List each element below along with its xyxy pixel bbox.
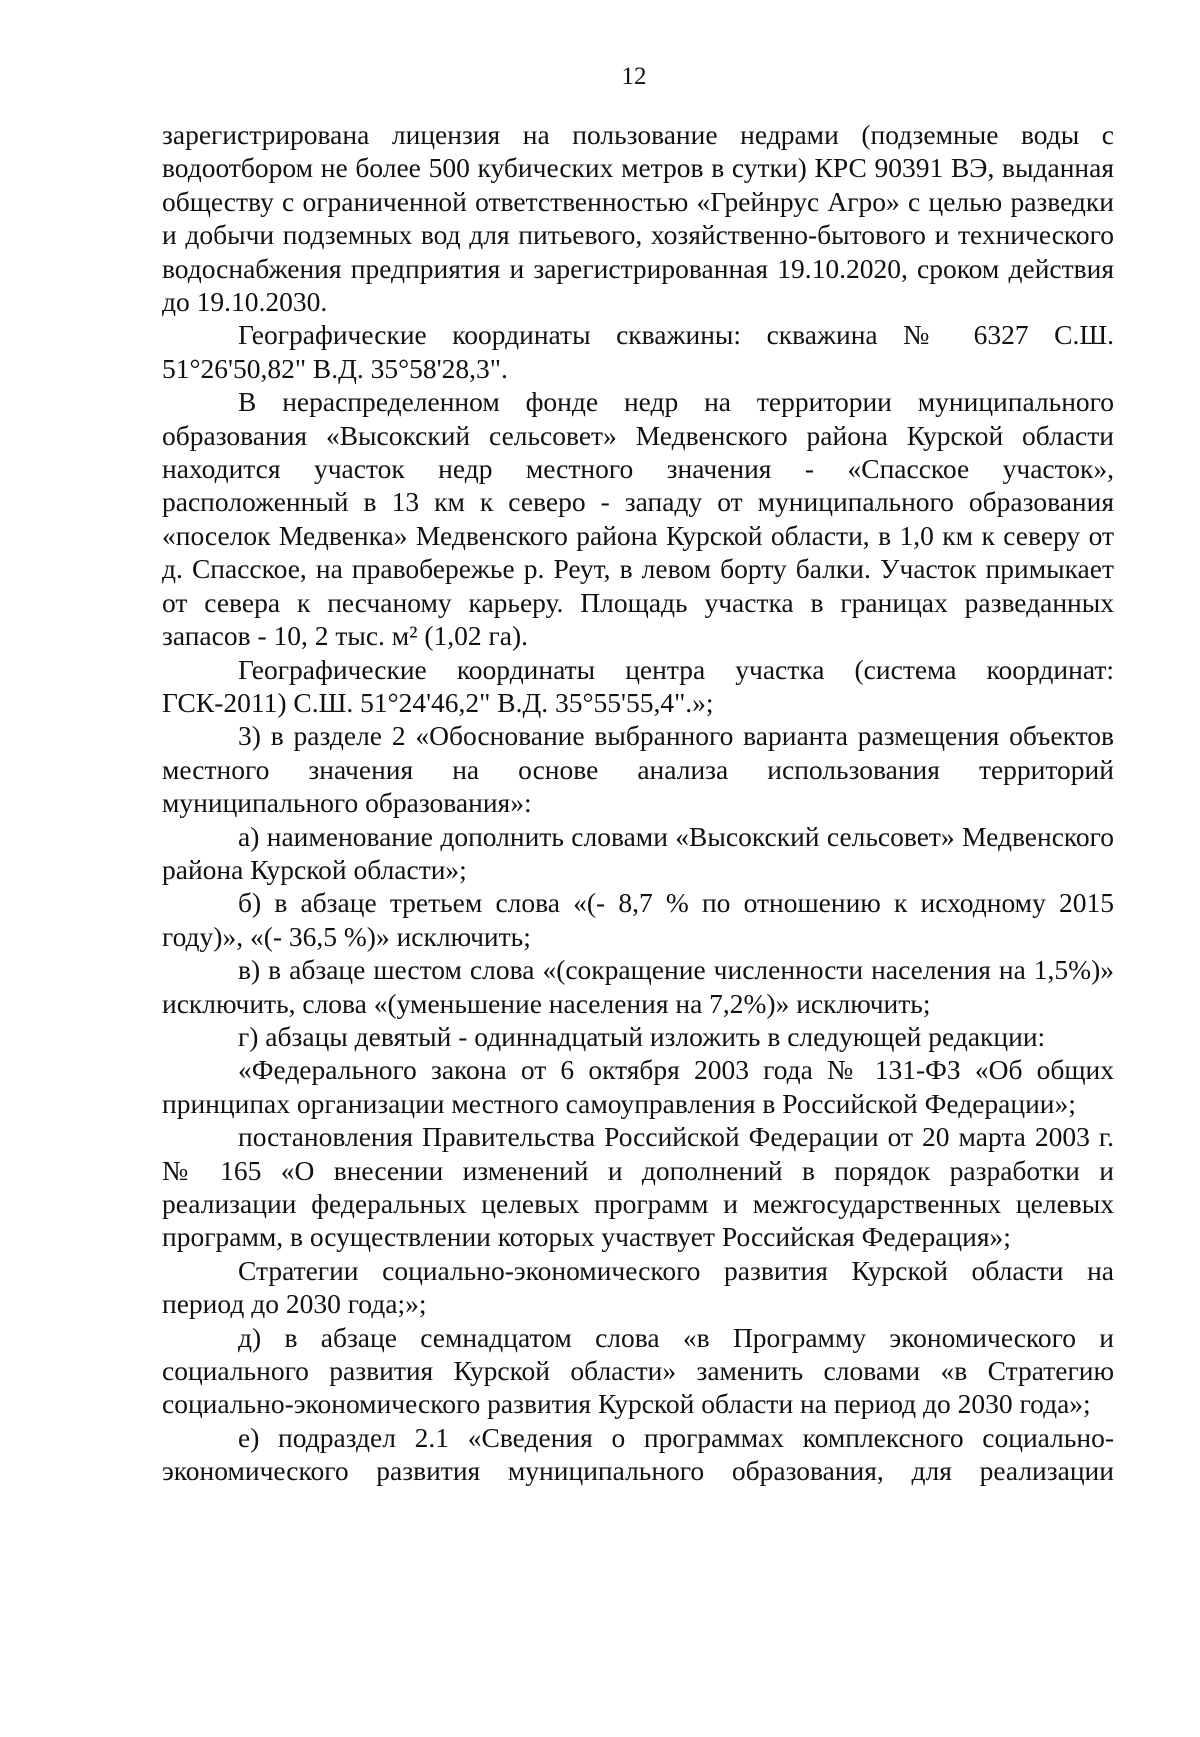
page-number: 12	[621, 63, 647, 90]
paragraph-site-center-coordinates: Географические координаты центра участка (система координат: ГСК-2011) С.Ш. 51°24'46,2" В.Д. 35°55'55,4".»;	[162, 653, 1114, 718]
paragraph-item-3: 3) в разделе 2 «Обоснование выбранного варианта размещения объектов местного значения на основе анализа использования территорий муниципального образования»:	[162, 720, 1114, 819]
paragraph-item-a: а) наименование дополнить словами «Высокский сельсовет» Медвенского района Курской области»;	[162, 820, 1114, 885]
paragraph-spasskoe-site: В нераспределенном фонде недр на территории муниципального образования «Высокский сельсовет» Медвенского района Курской области находится участок недр местного значения - «Спасское участок», расположенный в 13 км к северо - западу от муниципального образования «поселок Медвенка» Медвенского района Курской области, в 1,0 км к северу от д. Спасское, на правобережье р. Реут, в левом борту балки. Участок примыкает от севера к песчаному карьеру. Площадь участка в границах разведанных запасов - 10, 2 тыс. м² (1,02 га).	[162, 386, 1114, 652]
paragraph-license-registration: зарегистрирована лицензия на пользование недрами (подземные воды с водоотбором не более 500 кубических метров в сутки) КРС 90391 ВЭ, выданная обществу с ограниченной ответственностью «Грейнрус Агро» с целью разведки и добычи подземных вод для питьевого, хозяйственно-бытового и технического водоснабжения предприятия и зарегистрированная 19.10.2020, сроком действия до 19.10.2030.	[162, 119, 1114, 318]
paragraph-federal-law: «Федерального закона от 6 октября 2003 года № 131-ФЗ «Об общих принципах организации местного самоуправления в Российской Федерации»;	[162, 1054, 1114, 1119]
document-body	[162, 118, 1114, 1488]
paragraph-government-decree: постановления Правительства Российской Федерации от 20 марта 2003 г. № 165 «О внесении изменений и дополнений в порядок разработки и реализации федеральных целевых программ и межгосударственных целевых программ, в осуществлении которых участвует Российская Федерация»;	[162, 1121, 1114, 1253]
paragraph-item-b: б) в абзаце третьем слова «(- 8,7 % по отношению к исходному 2015 году)», «(- 36,5 %)» исключить;	[162, 887, 1114, 952]
paragraph-well-coordinates: Географические координаты скважины: скважина № 6327 С.Ш. 51°26'50,82" В.Д. 35°58'28,3".	[162, 319, 1114, 384]
paragraph-strategy: Стратегии социально-экономического развития Курской области на период до 2030 года;»;	[162, 1254, 1114, 1320]
paragraph-item-e: е) подраздел 2.1 «Сведения о программах комплексного социально-экономического развития муниципального образования, для реализации	[162, 1421, 1114, 1487]
paragraph-item-v: в) в абзаце шестом слова «(сокращение численности населения на 1,5%)» исключить, слова «(уменьшение населения на 7,2%)» исключить;	[162, 954, 1114, 1019]
paragraph-item-g: г) абзацы девятый - одиннадцатый изложить в следующей редакции:	[238, 1020, 1046, 1052]
paragraph-item-d: д) в абзаце семнадцатом слова «в Программу экономического и социального развития Курской области» заменить словами «в Стратегию социально-экономического развития Курской области на период до 2030 года»;	[162, 1321, 1114, 1420]
